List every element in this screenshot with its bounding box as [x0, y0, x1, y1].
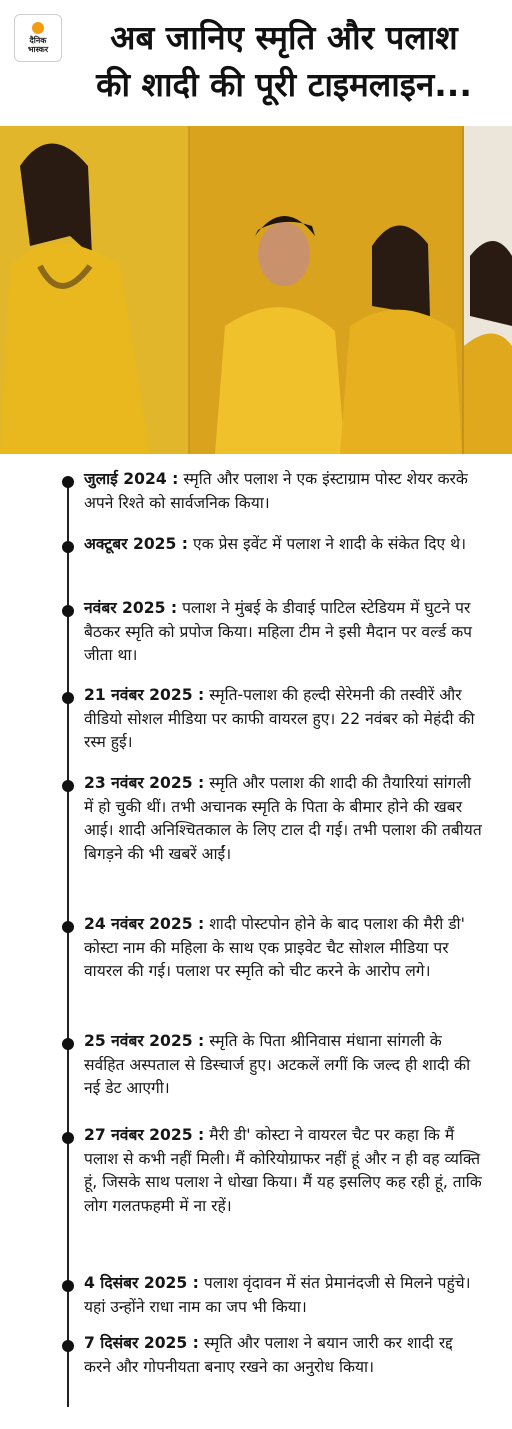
- timeline-dot: [62, 780, 74, 792]
- timeline-text: स्मृति और पलाश ने एक इंस्टाग्राम पोस्ट शेयर करके अपने रिश्ते को सार्वजनिक किया।: [84, 470, 468, 512]
- dainik-bhaskar-logo: [14, 14, 62, 62]
- timeline-dot: [62, 1280, 74, 1292]
- timeline-text: स्मृति-पलाश की हल्दी सेरेमनी की तस्वीरें और वीडियो सोशल मीडिया पर काफी वायरल हुए। 22 नवंबर को मेहंदी की रस्म हुई।: [84, 686, 475, 751]
- timeline-date: 4 दिसंबर 2025 :: [84, 1274, 199, 1292]
- timeline-item: [84, 597, 484, 668]
- timeline-date: 21 नवंबर 2025 :: [84, 686, 205, 704]
- timeline-text: मैरी डी' कोस्टा ने वायरल चैट पर कहा कि मैं पलाश से कभी नहीं मिली। मैं कोरियोग्राफर नहीं हूं और न ही वह व्यक्ति हूं, जिसके साथ पलाश ने धोखा किया। मैं यह इसलिए कह रही हूं, ताकि लोग गलतफहमी में ना रहें।: [84, 1126, 482, 1215]
- timeline-dot: [62, 1038, 74, 1050]
- timeline-date: 27 नवंबर 2025 :: [84, 1126, 205, 1144]
- timeline-dot: [62, 1132, 74, 1144]
- logo-line-1: दैनिक: [29, 36, 47, 45]
- haldi-ceremony-photo: [0, 126, 512, 454]
- photo-illustration: [0, 126, 512, 454]
- timeline-dot: [62, 476, 74, 488]
- timeline-date: जुलाई 2024 :: [84, 470, 179, 488]
- timeline: [0, 468, 512, 1418]
- timeline-dot: [62, 692, 74, 704]
- timeline-dot: [62, 605, 74, 617]
- timeline-item: [84, 468, 484, 515]
- timeline-date: 7 दिसंबर 2025 :: [84, 1334, 199, 1352]
- headline: [64, 14, 504, 108]
- timeline-dot: [62, 921, 74, 933]
- timeline-text: स्मृति और पलाश की शादी की तैयारियां सांगली में हो चुकी थीं। तभी अचानक स्मृति के पिता के बीमार होने की खबर आई। शादी अनिश्चितकाल के लिए टाल दी गई। तभी पलाश की तबीयत बिगड़ने की भी खबरें आईं।: [84, 774, 482, 863]
- headline-line-1: अब जानिए स्मृति और पलाश: [110, 18, 458, 57]
- timeline-item: [84, 1030, 484, 1101]
- timeline-date: अक्टूबर 2025 :: [84, 535, 189, 553]
- timeline-text: स्मृति और पलाश ने बयान जारी कर शादी रद्द करने और गोपनीयता बनाए रखने का अनुरोध किया।: [84, 1334, 453, 1376]
- timeline-line: [67, 482, 69, 1407]
- timeline-date: 23 नवंबर 2025 :: [84, 774, 205, 792]
- timeline-item: [84, 1332, 484, 1379]
- timeline-item: [84, 533, 484, 557]
- sun-icon: [32, 22, 44, 34]
- logo-line-2: भास्कर: [27, 45, 49, 54]
- timeline-date: 24 नवंबर 2025 :: [84, 915, 205, 933]
- timeline-dot: [62, 1340, 74, 1352]
- timeline-item: [84, 1272, 484, 1319]
- header: [0, 0, 512, 120]
- timeline-text: शादी पोस्टपोन होने के बाद पलाश की मैरी डी' कोस्टा नाम की महिला के साथ एक प्राइवेट चैट सोशल मीडिया पर वायरल की गई। पलाश पर स्मृति को चीट करने के आरोप लगे।: [84, 915, 465, 980]
- timeline-item: [84, 684, 484, 755]
- timeline-text: पलाश वृंदावन में संत प्रेमानंदजी से मिलने पहुंचे। यहां उन्होंने राधा नाम का जप भी किया।: [84, 1274, 471, 1316]
- timeline-text: स्मृति के पिता श्रीनिवास मंधाना सांगली के सर्वहित अस्पताल से डिस्चार्ज हुए। अटकलें लगीं कि जल्द ही शादी की नई डेट आएगी।: [84, 1032, 471, 1097]
- timeline-text: एक प्रेस इवेंट में पलाश ने शादी के संकेत दिए थे।: [193, 535, 467, 553]
- timeline-item: [84, 772, 484, 866]
- timeline-text: पलाश ने मुंबई के डीवाई पाटिल स्टेडियम में घुटने पर बैठकर स्मृति को प्रपोज किया। महिला टीम ने इसी मैदान पर वर्ल्ड कप जीता था।: [84, 599, 473, 664]
- timeline-item: [84, 1124, 484, 1218]
- timeline-dot: [62, 541, 74, 553]
- headline-line-2: की शादी की पूरी टाइमलाइन...: [96, 65, 472, 104]
- timeline-date: नवंबर 2025 :: [84, 599, 178, 617]
- timeline-item: [84, 913, 484, 984]
- timeline-date: 25 नवंबर 2025 :: [84, 1032, 205, 1050]
